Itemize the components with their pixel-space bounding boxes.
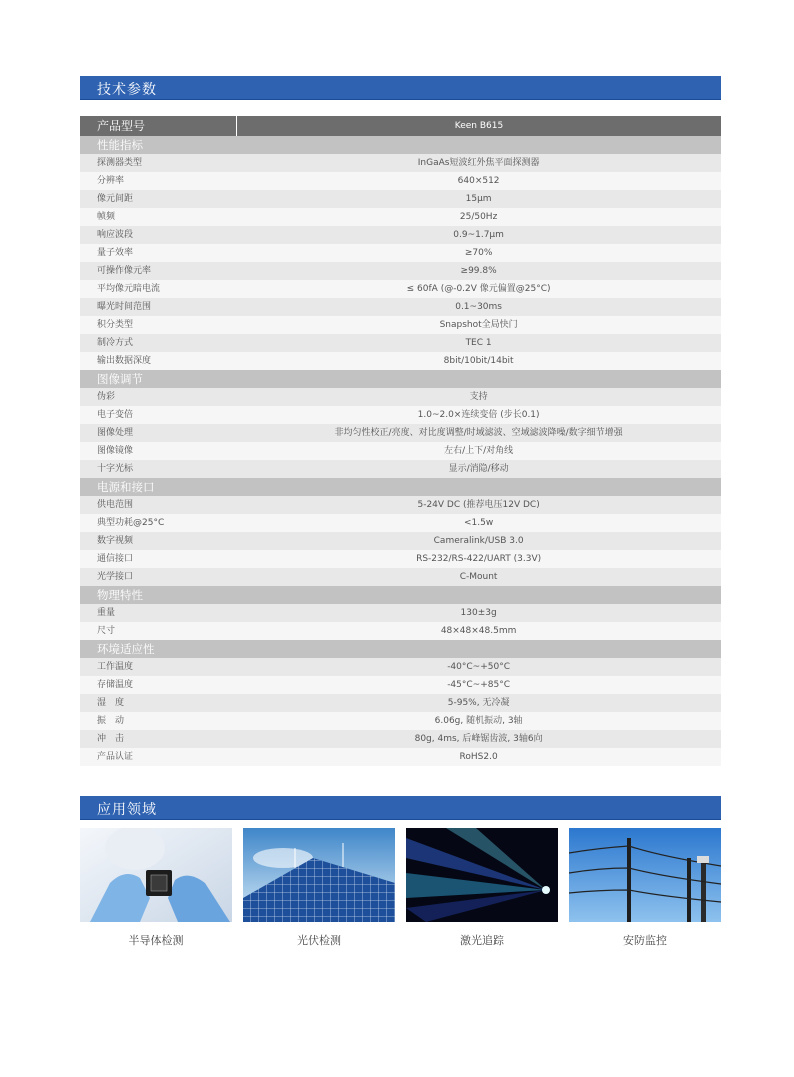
spec-value: InGaAs短波红外焦平面探测器 (417, 158, 540, 168)
spec-group-row (80, 640, 721, 658)
spec-value: 6.06g, 随机振动, 3轴 (434, 716, 523, 726)
app-photovoltaic (243, 828, 395, 948)
spec-label: 图像处理 (97, 428, 134, 438)
app-label-semiconductor: 半导体检测 (128, 934, 184, 947)
spec-value: ≤ 60fA (@-0.2V 像元偏置@25°C) (406, 284, 551, 294)
spec-value: RoHS2.0 (459, 752, 498, 762)
spec-value: 0.9~1.7μm (453, 230, 504, 240)
spec-label: 典型功耗@25°C (97, 518, 165, 528)
spec-label: 尺寸 (97, 626, 116, 636)
spec-group-title: 环境适应性 (97, 642, 155, 656)
spec-value: 8bit/10bit/14bit (443, 356, 514, 366)
spec-value: 48×48×48.5mm (440, 626, 517, 636)
spec-label: 振 动 (97, 716, 125, 726)
spec-row (80, 622, 721, 640)
spec-label: 图像镜像 (97, 446, 134, 456)
spec-group-title: 性能指标 (97, 138, 143, 152)
spec-row (80, 244, 721, 262)
spec-row (80, 388, 721, 406)
spec-row (80, 226, 721, 244)
security-image (569, 828, 721, 922)
spec-group-row (80, 586, 721, 604)
spec-row (80, 460, 721, 478)
section-title-specs: 技术参数 (97, 82, 157, 98)
app-label-photovoltaic: 光伏检测 (297, 934, 341, 947)
spec-row (80, 748, 721, 766)
spec-label: 输出数据深度 (97, 356, 152, 366)
spec-label: 像元间距 (97, 194, 134, 204)
spec-label: 帧频 (97, 212, 116, 222)
spec-group-title: 物理特性 (97, 588, 143, 602)
spec-label: 存储温度 (97, 680, 134, 690)
spec-header-row (80, 116, 721, 136)
app-label-security: 安防监控 (623, 934, 667, 947)
spec-value: 1.0~2.0×连续变倍 (步长0.1) (417, 410, 540, 420)
spec-label: 制冷方式 (97, 338, 134, 348)
spec-label: 数字视频 (97, 536, 134, 546)
spec-group-title: 电源和接口 (97, 480, 155, 494)
spec-value: ≥70% (464, 248, 493, 258)
spec-value: 显示/消隐/移动 (448, 464, 509, 474)
section-title-apps: 应用领域 (97, 802, 157, 818)
spec-value: 25/50Hz (459, 212, 498, 222)
spec-row (80, 262, 721, 280)
spec-row (80, 208, 721, 226)
spec-row (80, 730, 721, 748)
spec-label: 积分类型 (97, 320, 134, 330)
spec-group-filler (236, 478, 721, 496)
spec-row (80, 694, 721, 712)
spec-row (80, 514, 721, 532)
spec-row (80, 424, 721, 442)
spec-header-label: 产品型号 (80, 116, 237, 136)
spec-row (80, 658, 721, 676)
app-security (569, 828, 721, 948)
spec-row (80, 316, 721, 334)
photovoltaic-image (243, 828, 395, 922)
spec-row (80, 676, 721, 694)
spec-label: 通信接口 (97, 554, 134, 564)
spec-row (80, 352, 721, 370)
section-header-specs (80, 76, 721, 100)
spec-value: RS-232/RS-422/UART (3.3V) (416, 554, 542, 564)
spec-value: Cameralink/USB 3.0 (433, 536, 524, 546)
spec-row (80, 532, 721, 550)
laser-image (406, 828, 558, 922)
spec-label: 分辨率 (97, 176, 125, 186)
spec-value: 5-24V DC (推荐电压12V DC) (417, 500, 540, 510)
spec-label: 工作温度 (97, 662, 134, 672)
spec-row (80, 442, 721, 460)
spec-label: 量子效率 (97, 248, 134, 258)
spec-value: 640×512 (457, 176, 500, 186)
spec-label: 供电范围 (97, 500, 134, 510)
spec-label: 产品认证 (97, 752, 134, 762)
spec-label: 湿 度 (97, 698, 125, 708)
spec-label: 平均像元暗电流 (97, 284, 161, 294)
app-label-laser: 激光追踪 (460, 934, 504, 947)
spec-value: <1.5w (463, 518, 494, 528)
spec-group-row (80, 136, 721, 154)
spec-row (80, 298, 721, 316)
spec-value: TEC 1 (465, 338, 492, 348)
spec-value: 130±3g (460, 608, 497, 618)
spec-row (80, 154, 721, 172)
spec-value: 非均匀性校正/亮度、对比度调整/时域滤波、空域滤波降噪/数字细节增强 (334, 428, 623, 438)
applications-grid (80, 828, 721, 948)
spec-label: 伪彩 (97, 392, 116, 402)
spec-row (80, 172, 721, 190)
section-header-apps (80, 796, 721, 820)
spec-table (80, 116, 721, 766)
spec-label: 重量 (97, 608, 116, 618)
spec-row (80, 280, 721, 298)
spec-group-filler (236, 586, 721, 604)
spec-row (80, 712, 721, 730)
spec-header-value: Keen B615 (454, 121, 504, 131)
spec-label: 曝光时间范围 (97, 302, 152, 312)
spec-group-row (80, 478, 721, 496)
spec-row (80, 190, 721, 208)
spec-row (80, 496, 721, 514)
spec-value: 80g, 4ms, 后峰锯齿波, 3轴6向 (414, 734, 543, 744)
semiconductor-image (80, 828, 232, 922)
spec-group-filler (236, 370, 721, 388)
spec-row (80, 334, 721, 352)
spec-row (80, 550, 721, 568)
spec-group-filler (236, 640, 721, 658)
spec-label: 冲 击 (97, 734, 125, 744)
spec-value: ≥99.8% (460, 266, 497, 276)
spec-value: 左右/上下/对角线 (444, 446, 514, 456)
spec-value: 0.1~30ms (455, 302, 502, 312)
spec-group-row (80, 370, 721, 388)
spec-value: -45°C~+85°C (447, 680, 510, 690)
spec-group-filler (236, 136, 721, 154)
spec-value: C-Mount (459, 572, 498, 582)
spec-label: 十字光标 (97, 464, 134, 474)
spec-label: 响应波段 (97, 230, 134, 240)
spec-value: 15μm (465, 194, 492, 204)
spec-label: 电子变倍 (97, 410, 134, 420)
spec-value: 5-95%, 无冷凝 (447, 698, 510, 708)
spec-group-title: 图像调节 (97, 372, 143, 386)
spec-row (80, 406, 721, 424)
spec-label: 探测器类型 (97, 158, 143, 168)
app-semiconductor (80, 828, 232, 948)
spec-value: Snapshot全局快门 (439, 320, 518, 330)
spec-value: -40°C~+50°C (447, 662, 510, 672)
spec-label: 可操作像元率 (97, 266, 152, 276)
app-laser-tracking (406, 828, 558, 948)
spec-label: 光学接口 (97, 572, 134, 582)
spec-row (80, 604, 721, 622)
spec-value: 支持 (469, 392, 488, 402)
spec-row (80, 568, 721, 586)
